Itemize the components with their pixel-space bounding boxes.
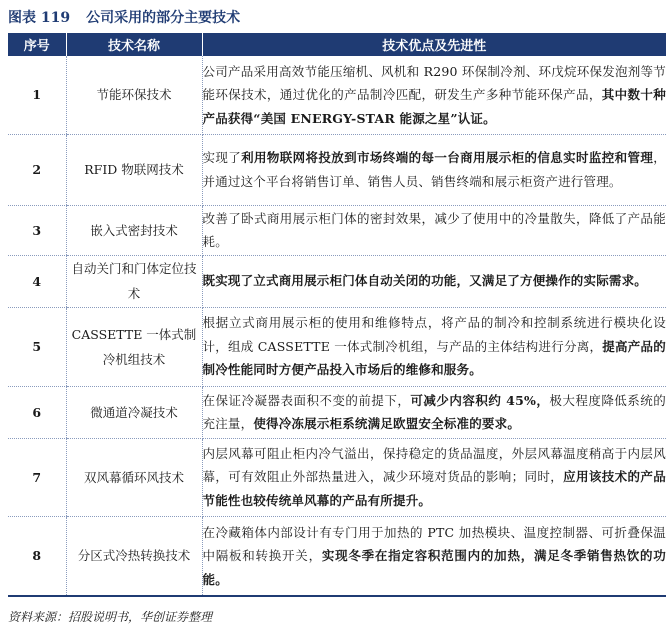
row-tech-name: CASSETTE 一体式制冷机组技术: [66, 307, 202, 386]
row-description: 改善了卧式商用展示柜门体的密封效果，减少了使用中的冷量散失，降低了产品能耗。: [202, 205, 666, 255]
row-index: 7: [8, 438, 66, 516]
row-description: 根据立式商用展示柜的使用和维修特点，将产品的制冷和控制系统进行模块化设计，组成 CASSETTE 一体式制冷机组，与产品的主体结构进行分离，提高产品的制冷性能同时方便产品投入市场后的维修和服务。: [202, 307, 666, 386]
row-description: 既实现了立式商用展示柜门体自动关闭的功能，又满足了方便操作的实际需求。: [202, 255, 666, 307]
source-note: 资料来源：招股说明书，华创证券整理: [8, 610, 213, 624]
row-index: 3: [8, 205, 66, 255]
table-row: [8, 134, 666, 205]
table-row: [8, 516, 666, 596]
table-header-row: [8, 33, 666, 56]
row-tech-name: 嵌入式密封技术: [66, 205, 202, 255]
row-description: 公司产品采用高效节能压缩机、风机和 R290 环保制冷剂、环戊烷环保发泡剂等节能环保技术，通过优化的产品制冷匹配，研发生产多种节能环保产品，其中数十种产品获得“美国 ENERGY-STAR 能源之星”认证。: [202, 56, 666, 134]
row-description: 在冷藏箱体内部设计有专门用于加热的 PTC 加热模块、温度控制器、可折叠保温中隔板和转换开关，实现冬季在指定容积范围内的加热，满足冬季销售热饮的功能。: [202, 516, 666, 596]
table-row: [8, 438, 666, 516]
table-row: [8, 56, 666, 134]
row-tech-name: 自动关门和门体定位技术: [66, 255, 202, 307]
row-index: 4: [8, 255, 66, 307]
row-tech-name: 微通道冷凝技术: [66, 386, 202, 438]
figure-label: 图表 119: [8, 10, 71, 26]
row-description: 实现了利用物联网将投放到市场终端的每一台商用展示柜的信息实时监控和管理，并通过这个平台将销售订单、销售人员、销售终端和展示柜资产进行管理。: [202, 134, 666, 205]
row-index: 5: [8, 307, 66, 386]
row-index: 2: [8, 134, 66, 205]
row-tech-name: 节能环保技术: [66, 56, 202, 134]
table-row: [8, 205, 666, 255]
row-index: 1: [8, 56, 66, 134]
figure-caption: [8, 7, 240, 29]
row-description: 内层风幕可阻止柜内冷气溢出，保持稳定的货品温度，外层风幕温度稍高于内层风幕，可有效阻止外部热量进入，减少环境对货品的影响；同时，应用该技术的产品节能性也较传统单风幕的产品有所提升。: [202, 438, 666, 516]
technology-table: [8, 33, 666, 597]
row-index: 6: [8, 386, 66, 438]
row-index: 8: [8, 516, 66, 596]
row-tech-name: 分区式冷热转换技术: [66, 516, 202, 596]
table-row: [8, 386, 666, 438]
header-name: 技术名称: [66, 33, 202, 56]
table-row: [8, 255, 666, 307]
row-description: 在保证冷凝器表面积不变的前提下，可减少内容积约 45%，极大程度降低系统的充注量，使得冷冻展示柜系统满足欧盟安全标准的要求。: [202, 386, 666, 438]
row-tech-name: RFID 物联网技术: [66, 134, 202, 205]
figure-title: 公司采用的部分主要技术: [86, 10, 241, 26]
row-tech-name: 双风幕循环风技术: [66, 438, 202, 516]
header-index: 序号: [8, 33, 66, 56]
header-advantages: 技术优点及先进性: [202, 33, 666, 56]
table-row: [8, 307, 666, 386]
